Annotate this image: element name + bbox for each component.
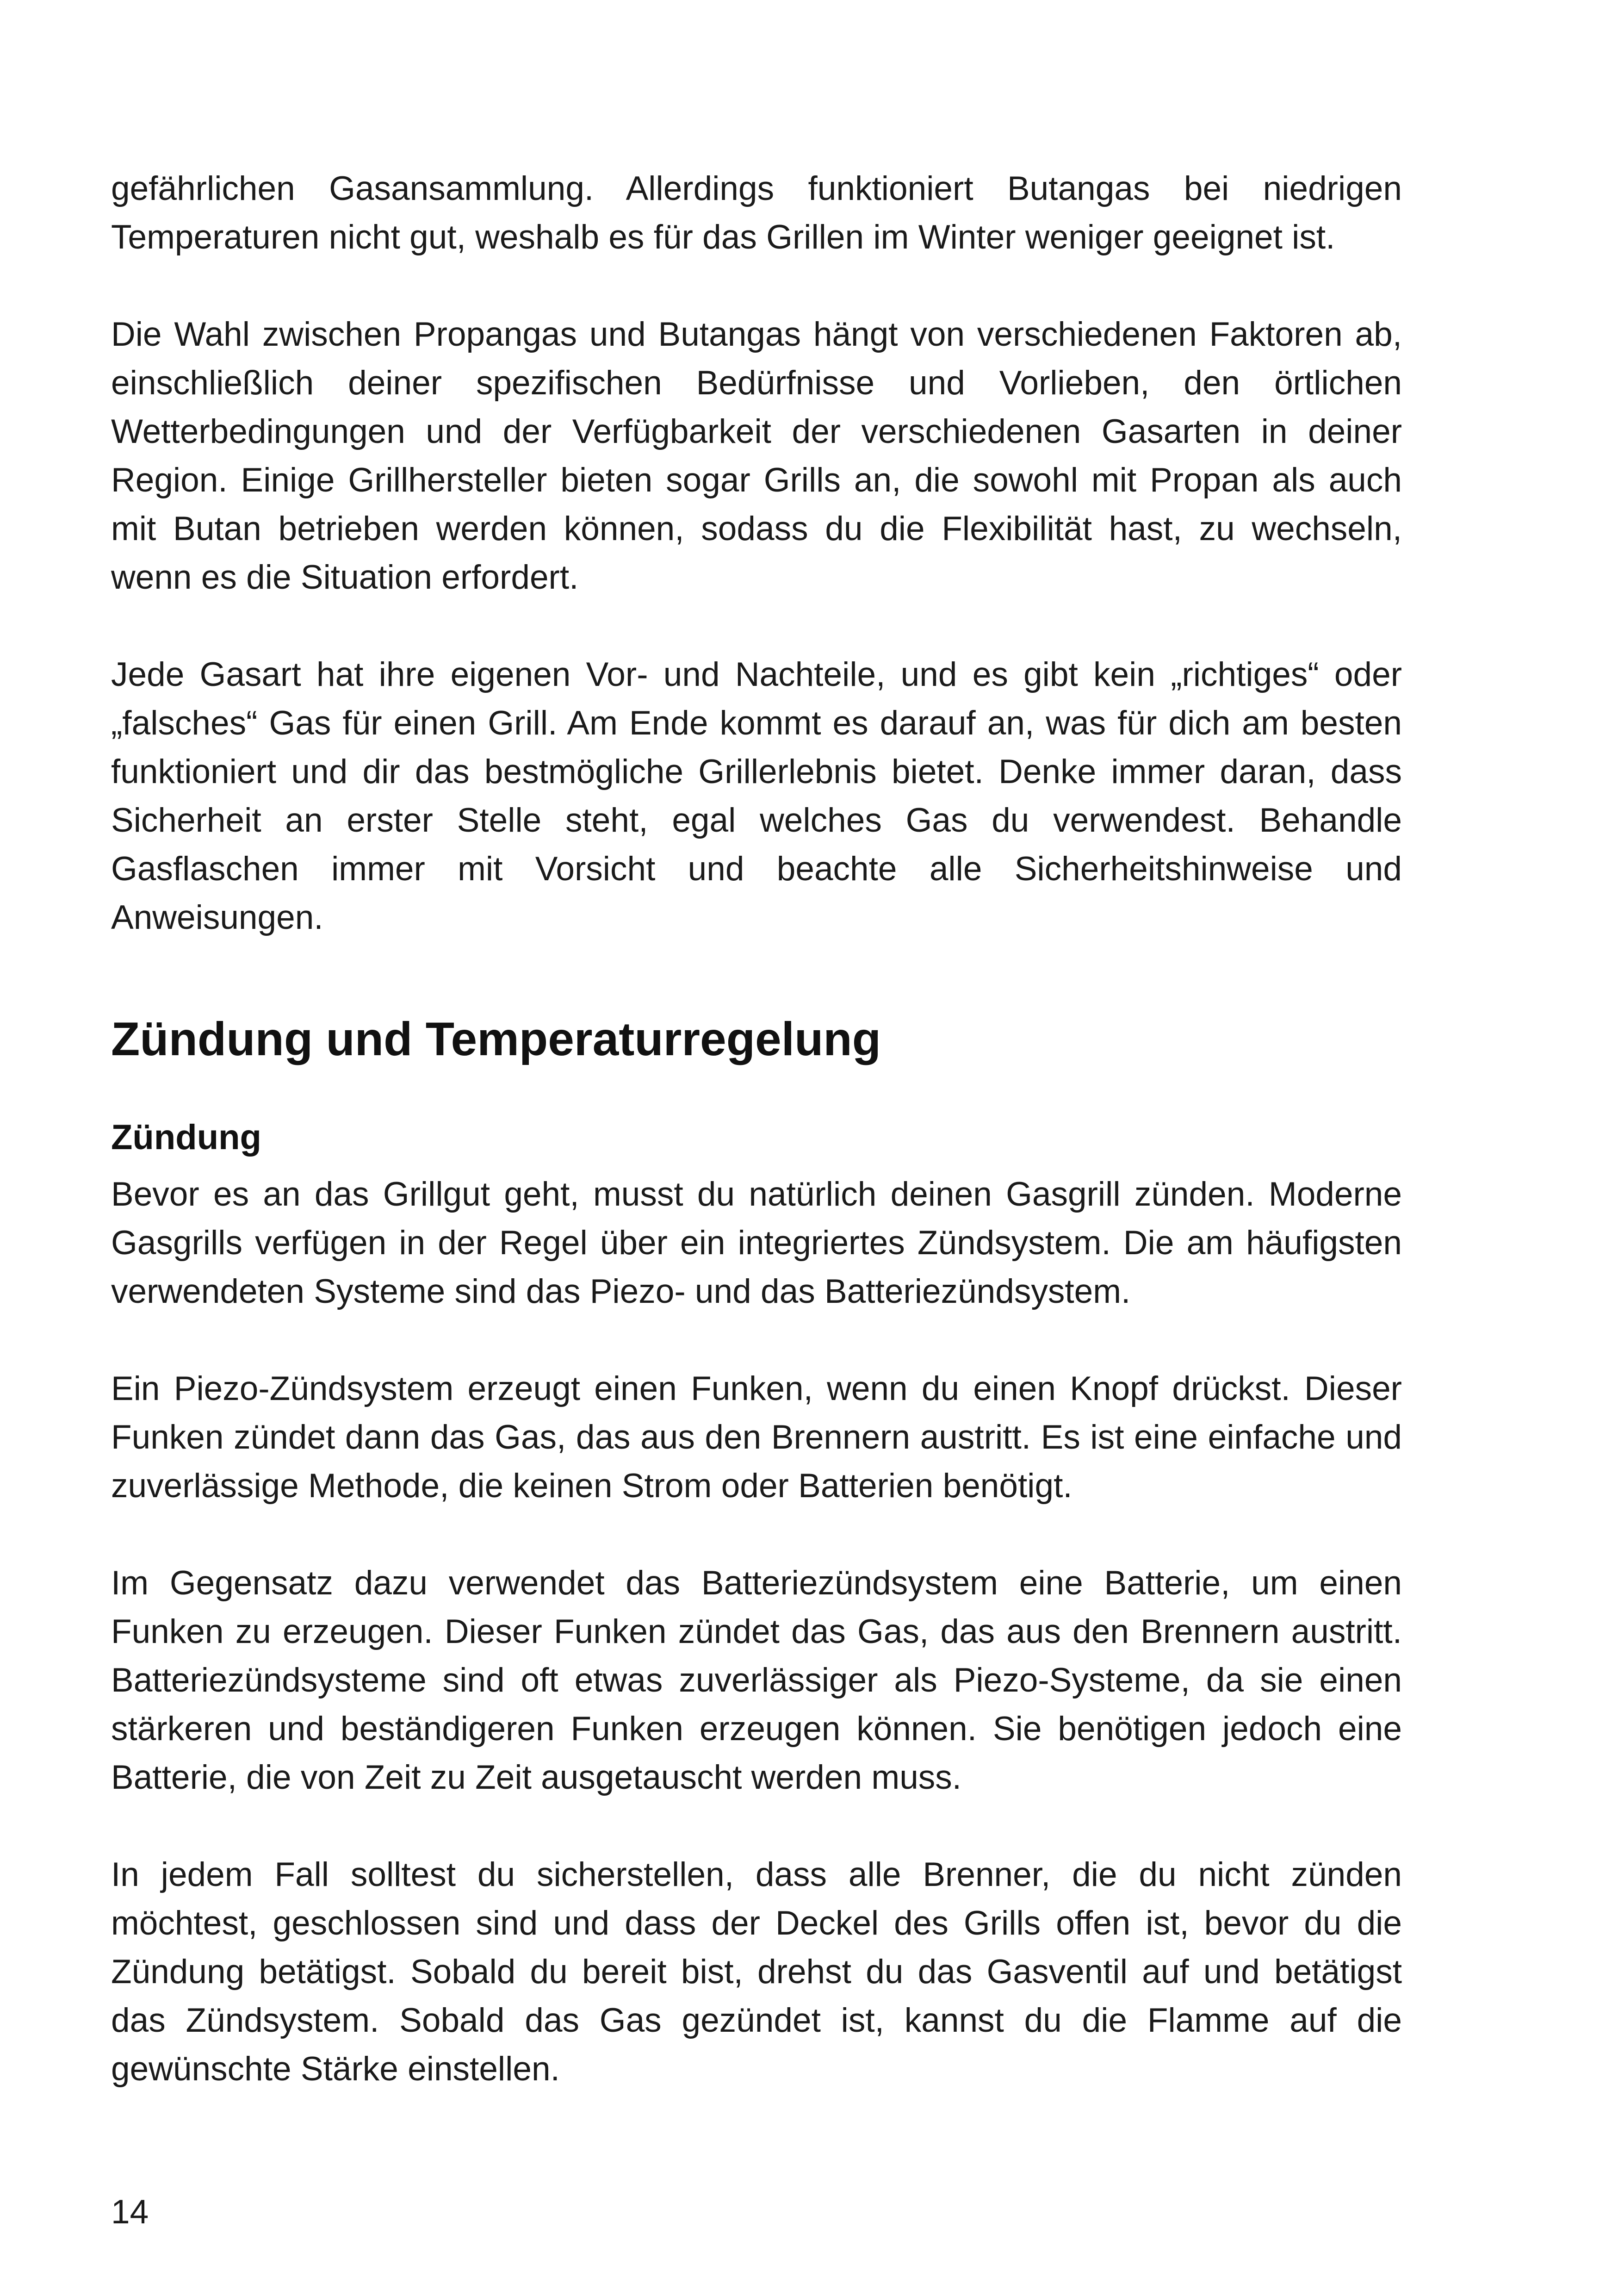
sub-heading: Zündung	[111, 1118, 261, 1157]
body-paragraph: gefährlichen Gasansammlung. Allerdings funktioniert Butangas bei niedrigen Temperaturen nicht gut, weshalb es für das Grillen im Winter weniger geeignet ist.	[111, 170, 1402, 256]
section-heading: Zündung und Temperaturregelung	[111, 1013, 881, 1065]
body-paragraph: In jedem Fall solltest du sicherstellen, dass alle Brenner, die du nicht zünden möchtest, geschlossen sind und dass der Deckel des Grills offen ist, bevor du die Zündung betätigst. Sobald du bereit bist, drehst du das Gasventil auf und betätigst das Zündsystem. Sobald das Gas gezündet ist, kannst du die Flamme auf die gewünschte Stärke einstellen.	[111, 1856, 1402, 2088]
body-paragraph: Die Wahl zwischen Propangas und Butangas hängt von verschiedenen Faktoren ab, einschließlich deiner spezifischen Bedürfnisse und Vorlieben, den örtlichen Wetterbedingungen und der Verfügbarkeit der verschiedenen Gasarten in deiner Region. Einige Grillhersteller bieten sogar Grills an, die sowohl mit Propan als auch mit Butan betrieben werden können, sodass du die Flexibilität hast, zu wechseln, wenn es die Situation erfordert.	[111, 316, 1402, 596]
body-paragraph: Bevor es an das Grillgut geht, musst du natürlich deinen Gasgrill zünden. Moderne Gasgrills verfügen in der Regel über ein integriertes Zündsystem. Die am häufigsten verwendeten Systeme sind das Piezo- und das Batteriezündsystem.	[111, 1176, 1402, 1310]
body-paragraph: Im Gegensatz dazu verwendet das Batteriezündsystem eine Batterie, um einen Funken zu erzeugen. Dieser Funken zündet das Gas, das aus den Brennern austritt. Batteriezündsysteme sind oft etwas zuverlässiger als Piezo-Systeme, da sie einen stärkeren und beständigeren Funken erzeugen können. Sie benötigen jedoch eine Batterie, die von Zeit zu Zeit ausgetauscht werden muss.	[111, 1564, 1402, 1796]
body-paragraph: Ein Piezo-Zündsystem erzeugt einen Funken, wenn du einen Knopf drückst. Dieser Funken zündet dann das Gas, das aus den Brennern austritt. Es ist eine einfache und zuverlässige Methode, die keinen Strom oder Batterien benötigt.	[111, 1370, 1402, 1505]
page-body	[111, 164, 1402, 2093]
body-paragraph: Jede Gasart hat ihre eigenen Vor- und Nachteile, und es gibt kein „richtiges“ oder „falsches“ Gas für einen Grill. Am Ende kommt es darauf an, was für dich am besten funktioniert und dir das bestmögliche Grillerlebnis bietet. Denke immer daran, dass Sicherheit an erster Stelle steht, egal welches Gas du verwendest. Behandle Gasflaschen immer mit Vorsicht und beachte alle Sicherheitshinweise und Anweisungen.	[111, 656, 1402, 936]
page-number: 14	[111, 2193, 149, 2231]
